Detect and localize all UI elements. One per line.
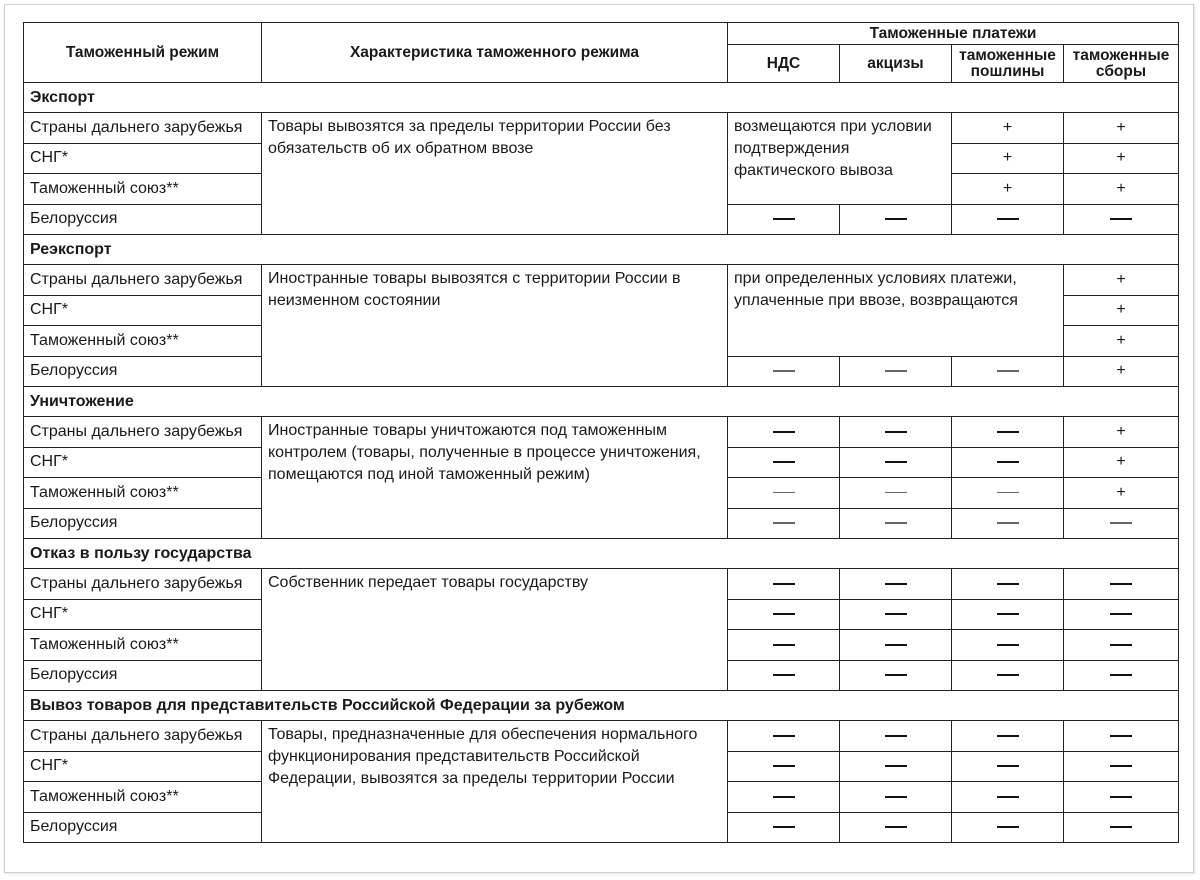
excise-mark [840, 478, 952, 509]
section-row [24, 691, 1179, 721]
dash-mark [997, 644, 1019, 646]
vat-mark [728, 569, 840, 600]
dash-mark [997, 796, 1019, 798]
excise-mark [840, 447, 952, 478]
dash-mark [773, 522, 795, 524]
country-cell: Белоруссия [24, 812, 262, 843]
duties-mark [952, 721, 1064, 752]
section-title: Отказ в пользу государства [24, 539, 1179, 569]
dash-mark [885, 674, 907, 676]
vat-mark [728, 417, 840, 448]
fees-mark: + [1064, 174, 1179, 205]
dash-mark [885, 522, 907, 524]
section-title: Уничтожение [24, 387, 1179, 417]
duties-mark [952, 660, 1064, 691]
dash-mark [885, 765, 907, 767]
dash-mark [885, 218, 907, 220]
country-cell: Таможенный союз** [24, 326, 262, 357]
country-cell: Белоруссия [24, 356, 262, 387]
header-regime: Таможенный режим [24, 23, 262, 83]
dash-mark [885, 796, 907, 798]
description-cell: Собственник передает товары государству [262, 569, 728, 691]
header-duties: таможенные пошлины [952, 45, 1064, 83]
duties-mark [952, 569, 1064, 600]
dash-mark [773, 461, 795, 463]
dash-mark [773, 765, 795, 767]
section-row [24, 235, 1179, 265]
country-cell: Страны дальнего зарубежья [24, 113, 262, 144]
excise-mark [840, 812, 952, 843]
dash-mark [997, 431, 1019, 433]
fees-mark: + [1064, 113, 1179, 144]
duties-mark [952, 782, 1064, 813]
table-row [24, 569, 1179, 600]
country-cell: СНГ* [24, 599, 262, 630]
header-vat: НДС [728, 45, 840, 83]
duties-mark [952, 478, 1064, 509]
dash-mark [885, 461, 907, 463]
dash-mark [773, 644, 795, 646]
dash-mark [997, 674, 1019, 676]
fees-mark [1064, 569, 1179, 600]
duties-mark [952, 417, 1064, 448]
dash-mark [885, 735, 907, 737]
fees-mark [1064, 660, 1179, 691]
section-title: Реэкспорт [24, 235, 1179, 265]
description-cell: Товары вывозятся за пределы территории России без обязательств об их обратном ввозе [262, 113, 728, 235]
country-cell: СНГ* [24, 751, 262, 782]
duties-mark [952, 508, 1064, 539]
fees-mark: + [1064, 478, 1179, 509]
country-cell: Таможенный союз** [24, 174, 262, 205]
dash-mark [1110, 765, 1132, 767]
vat-mark [728, 599, 840, 630]
vat-mark [728, 204, 840, 235]
customs-regimes-table [23, 22, 1179, 843]
vat-mark [728, 447, 840, 478]
fees-mark [1064, 599, 1179, 630]
dash-mark [997, 583, 1019, 585]
dash-mark [773, 674, 795, 676]
dash-mark [997, 826, 1019, 828]
dash-mark [997, 461, 1019, 463]
header-characteristic: Характеристика таможенного режима [262, 23, 728, 83]
fees-mark: + [1064, 143, 1179, 174]
vat-mark [728, 630, 840, 661]
dash-mark [773, 735, 795, 737]
country-cell: Страны дальнего зарубежья [24, 265, 262, 296]
fees-mark: + [1064, 417, 1179, 448]
excise-mark [840, 417, 952, 448]
description-cell: Товары, предназначенные для обеспечения нормального функционирования представительств Российской Федерации, вывозятся за пределы территории России [262, 721, 728, 843]
dash-mark [885, 644, 907, 646]
fees-mark: + [1064, 265, 1179, 296]
dash-mark [1110, 644, 1132, 646]
dash-mark [1110, 613, 1132, 615]
table-row [24, 417, 1179, 448]
dash-mark [773, 431, 795, 433]
excise-mark [840, 630, 952, 661]
dash-mark [1110, 218, 1132, 220]
vat-mark [728, 812, 840, 843]
dash-mark [997, 492, 1019, 494]
excise-mark [840, 782, 952, 813]
duties-mark: + [952, 174, 1064, 205]
fees-mark [1064, 630, 1179, 661]
country-cell: СНГ* [24, 295, 262, 326]
excise-mark [840, 508, 952, 539]
dash-mark [997, 370, 1019, 372]
dash-mark [773, 796, 795, 798]
country-cell: Белоруссия [24, 508, 262, 539]
dash-mark [885, 431, 907, 433]
duties-mark [952, 356, 1064, 387]
excise-mark [840, 721, 952, 752]
dash-mark [885, 613, 907, 615]
section-row [24, 387, 1179, 417]
vat-mark [728, 478, 840, 509]
dash-mark [773, 583, 795, 585]
dash-mark [1110, 674, 1132, 676]
dash-mark [997, 522, 1019, 524]
dash-mark [997, 735, 1019, 737]
duties-mark: + [952, 113, 1064, 144]
description-cell: Иностранные товары вывозятся с территории России в неизменном состоянии [262, 265, 728, 387]
duties-mark [952, 599, 1064, 630]
dash-mark [1110, 522, 1132, 524]
dash-mark [773, 218, 795, 220]
table-row [24, 113, 1179, 144]
country-cell: Страны дальнего зарубежья [24, 721, 262, 752]
dash-mark [773, 370, 795, 372]
country-cell: СНГ* [24, 447, 262, 478]
table-row [24, 721, 1179, 752]
duties-mark: + [952, 143, 1064, 174]
dash-mark [1110, 735, 1132, 737]
country-cell: Таможенный союз** [24, 782, 262, 813]
dash-mark [773, 492, 795, 494]
duties-mark [952, 447, 1064, 478]
vat-mark [728, 508, 840, 539]
merged-payment-note: возмещаются при условии подтверждения фактического вывоза [728, 113, 952, 205]
dash-mark [997, 765, 1019, 767]
section-title: Вывоз товаров для представительств Российской Федерации за рубежом [24, 691, 1179, 721]
dash-mark [885, 826, 907, 828]
dash-mark [885, 492, 907, 494]
excise-mark [840, 356, 952, 387]
country-cell: Белоруссия [24, 204, 262, 235]
dash-mark [885, 370, 907, 372]
vat-mark [728, 721, 840, 752]
table-row [24, 265, 1179, 296]
fees-mark [1064, 204, 1179, 235]
country-cell: Белоруссия [24, 660, 262, 691]
section-row [24, 539, 1179, 569]
header-payments: Таможенные платежи [728, 23, 1179, 45]
excise-mark [840, 660, 952, 691]
vat-mark [728, 751, 840, 782]
fees-mark: + [1064, 356, 1179, 387]
fees-mark: + [1064, 326, 1179, 357]
header-fees: таможенные сборы [1064, 45, 1179, 83]
country-cell: Страны дальнего зарубежья [24, 569, 262, 600]
merged-payment-note: при определенных условиях платежи, уплаченные при ввозе, возвращаются [728, 265, 1064, 357]
fees-mark [1064, 782, 1179, 813]
dash-mark [773, 826, 795, 828]
header-excise: акцизы [840, 45, 952, 83]
excise-mark [840, 204, 952, 235]
section-title: Экспорт [24, 83, 1179, 113]
dash-mark [885, 583, 907, 585]
vat-mark [728, 660, 840, 691]
fees-mark [1064, 751, 1179, 782]
vat-mark [728, 356, 840, 387]
dash-mark [1110, 826, 1132, 828]
dash-mark [1110, 796, 1132, 798]
duties-mark [952, 812, 1064, 843]
country-cell: Страны дальнего зарубежья [24, 417, 262, 448]
fees-mark: + [1064, 447, 1179, 478]
description-cell: Иностранные товары уничтожаются под таможенным контролем (товары, полученные в процессе уничтожения, помещаются под иной таможенный режим) [262, 417, 728, 539]
country-cell: Таможенный союз** [24, 630, 262, 661]
country-cell: СНГ* [24, 143, 262, 174]
dash-mark [1110, 583, 1132, 585]
fees-mark [1064, 721, 1179, 752]
table-body [24, 83, 1179, 843]
excise-mark [840, 599, 952, 630]
section-row [24, 83, 1179, 113]
fees-mark [1064, 508, 1179, 539]
duties-mark [952, 630, 1064, 661]
excise-mark [840, 751, 952, 782]
country-cell: Таможенный союз** [24, 478, 262, 509]
duties-mark [952, 751, 1064, 782]
fees-mark: + [1064, 295, 1179, 326]
dash-mark [773, 613, 795, 615]
dash-mark [997, 613, 1019, 615]
excise-mark [840, 569, 952, 600]
fees-mark [1064, 812, 1179, 843]
dash-mark [997, 218, 1019, 220]
duties-mark [952, 204, 1064, 235]
vat-mark [728, 782, 840, 813]
